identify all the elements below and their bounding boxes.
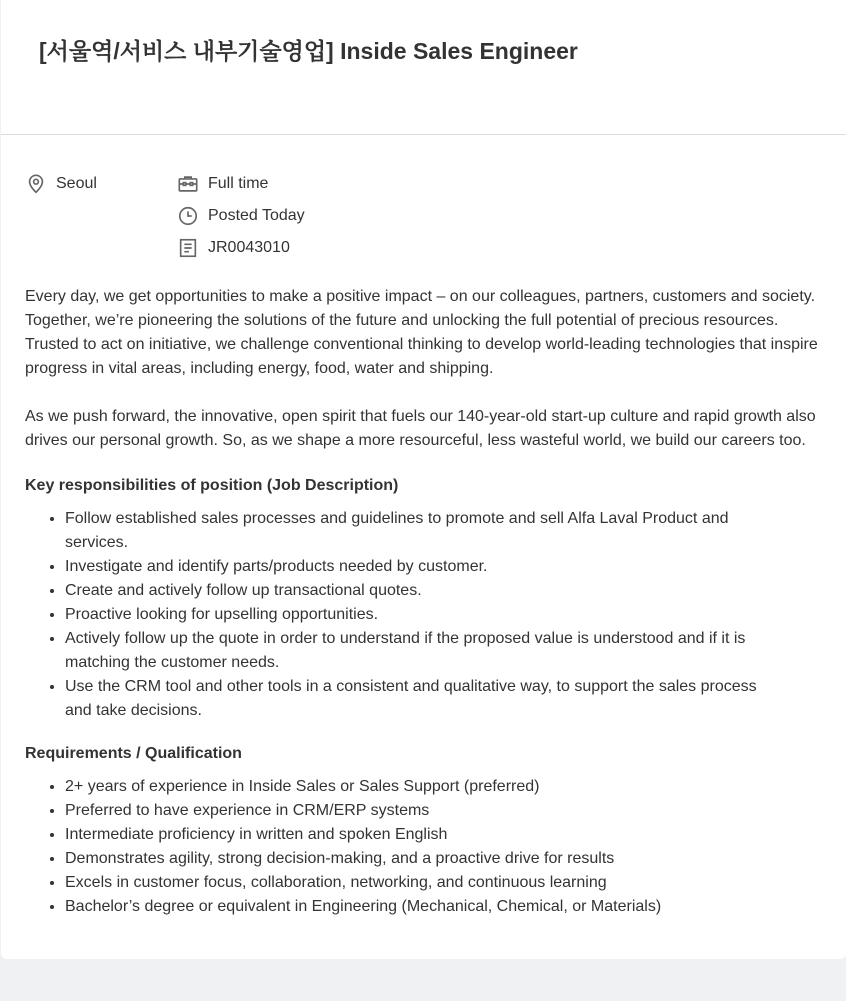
location-label: Seoul bbox=[56, 175, 97, 192]
map-pin-icon bbox=[24, 172, 48, 196]
list-item: • Preferred to have experience in CRM/ERP systems bbox=[65, 799, 825, 823]
requisition-row bbox=[176, 232, 305, 264]
list-item: • Excels in customer focus, collaboration, networking, and continuous learning bbox=[65, 871, 825, 895]
job-posting-card bbox=[1, 0, 846, 959]
list-item: • Actively follow up the quote in order to understand if the proposed value is understood and if it is matching the customer needs. bbox=[65, 627, 825, 675]
requirements-heading: Requirements / Qualification bbox=[25, 745, 242, 762]
job-meta-left bbox=[24, 168, 97, 200]
posted-label: Posted Today bbox=[208, 207, 305, 224]
requisition-id: JR0043010 bbox=[208, 239, 290, 256]
list-item: • 2+ years of experience in Inside Sales or Sales Support (preferred) bbox=[65, 775, 825, 799]
job-header bbox=[1, 0, 846, 135]
responsibilities-heading: Key responsibilities of position (Job Description) bbox=[25, 477, 399, 494]
job-description bbox=[25, 285, 825, 941]
time-type-label: Full time bbox=[208, 175, 269, 192]
list-item: • Create and actively follow up transactional quotes. bbox=[65, 579, 825, 603]
list-item: • Demonstrates agility, strong decision-making, and a proactive drive for results bbox=[65, 847, 825, 871]
job-title: [서울역/서비스 내부기술영업] Inside Sales Engineer bbox=[39, 38, 578, 64]
list-item: • Bachelor’s degree or equivalent in Engineering (Mechanical, Chemical, or Materials) bbox=[65, 895, 825, 919]
intro-paragraph: As we push forward, the innovative, open spirit that fuels our 140-year-old start-up culture and rapid growth also drives our personal growth. So, as we shape a more resourceful, less wasteful world, we build our careers too. bbox=[25, 408, 816, 449]
list-item: • Use the CRM tool and other tools in a consistent and qualitative way, to support the sales process and take decisions. bbox=[65, 675, 825, 723]
posted-row bbox=[176, 200, 305, 232]
list-item: • Proactive looking for upselling opportunities. bbox=[65, 603, 825, 627]
time-type-row bbox=[176, 168, 305, 200]
intro-paragraph: Every day, we get opportunities to make a positive impact – on our colleagues, partners, customers and society. Together, we’re pioneering the solutions of the future and unlocking the full potential of precious resources. Trusted to act on initiative, we challenge conventional thinking to develop world-leading technologies that inspire progress in vital areas, including energy, food, water and shipping. bbox=[25, 288, 818, 377]
job-meta-right bbox=[176, 168, 305, 264]
briefcase-icon bbox=[176, 172, 200, 196]
document-icon bbox=[176, 236, 200, 260]
clock-icon bbox=[176, 204, 200, 228]
list-item: • Follow established sales processes and guidelines to promote and sell Alfa Laval Product and services. bbox=[65, 507, 825, 555]
location-row bbox=[24, 168, 97, 200]
list-item: • Investigate and identify parts/products needed by customer. bbox=[65, 555, 825, 579]
responsibilities-list bbox=[25, 507, 825, 723]
requirements-list bbox=[25, 775, 825, 919]
list-item: • Intermediate proficiency in written and spoken English bbox=[65, 823, 825, 847]
